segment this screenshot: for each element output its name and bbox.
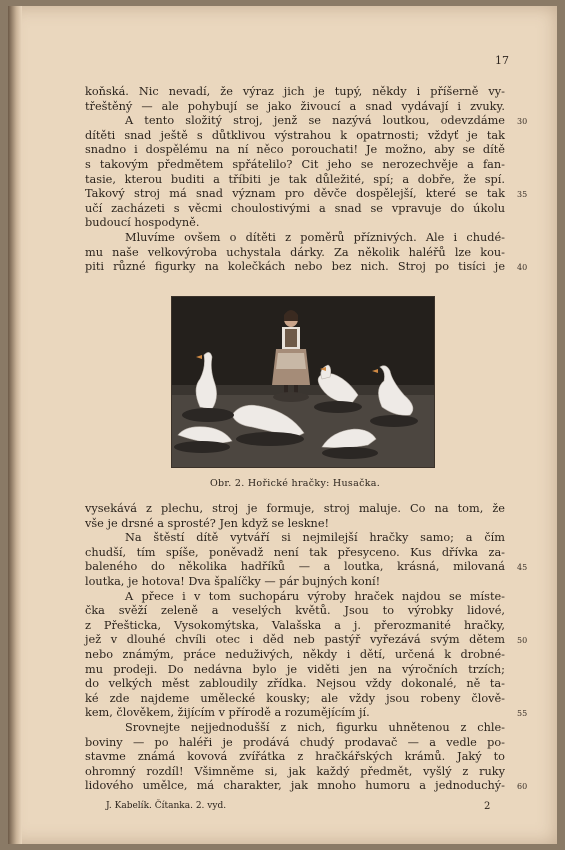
goose-girl-photo (172, 297, 434, 467)
text-line: loutka, je hotova! Dva špalíčky — pár bujných koní! (85, 574, 381, 588)
text-line: budoucí hospodyně. (85, 216, 200, 230)
text-line: ké zde najdeme umělecké kousky; ale vždy jsou robeny člově- (85, 691, 505, 705)
text-line: lidového umělce, má charakter, jak mnoho humoru a jednoduchý- (85, 779, 505, 793)
text-line: s takovým předmětem spřátelilo? Cit jeho se nerozechvěje a fan- (85, 157, 505, 171)
figure-caption: Obr. 2. Hořické hračky: Husačka. (209, 478, 381, 489)
text-line: Srovnejte nejjednodušší z nich, figurku uhnětenou z chle- (125, 720, 505, 734)
text-line: Na štěstí dítě vytváří si nejmilejší hračky samo; a čím (125, 531, 505, 545)
text-line: Takový stroj má snad význam pro děvče dospělejší, které se tak (85, 187, 505, 201)
text-line: vysekává z plechu, stroj je formuje, stroj maluje. Co na tom, že (85, 502, 505, 515)
text-line: dítěti snad ještě s důtklivou výstrahou k opatrnosti; vždyť je tak (85, 128, 505, 142)
text-line: Mluvíme ovšem o dítěti z poměrů příznivých. Ale i chudé- (125, 230, 505, 244)
text-line: třeštěný — ale pohybují se jako živoucí a snad vydávají i zvuky. (85, 99, 505, 113)
line-number: 35 (517, 190, 528, 200)
footer-source: J. Kabelík. Čítanka. 2. vyd. (106, 801, 227, 811)
text-line: mu prodeji. Do nedávna bylo je viděti jen na výročních trzích; (85, 662, 505, 676)
page-footer (106, 801, 506, 811)
line-number: 30 (517, 117, 528, 127)
text-line: mu naše velkovýroba uchystala dárky. Za několik haléřů lze kou- (85, 245, 505, 259)
text-line: A přece i v tom suchopáru výroby hraček najdou se míste- (125, 589, 505, 603)
text-line: nebo známým, práce neduživých, někdy i dětí, určená k drobné- (85, 647, 505, 661)
text-line: ohromný rozdíl! Všimněme si, jak každý předmět, vyšlý z ruky (85, 764, 505, 778)
page-spine (8, 6, 22, 844)
line-number: 45 (517, 563, 528, 573)
page-number: 17 (495, 54, 509, 67)
text-line: vše je drsné a sprosté? Jen když se leskne! (85, 516, 330, 530)
text-line: učí zacházeti s věcmi choulostivými a snad se vpravuje do úkolu (85, 201, 505, 215)
line-number: 55 (517, 709, 528, 719)
text-line: boviny — po haléři je prodává chudý prodavač — a vedle po- (85, 735, 505, 749)
text-line: jež v dlouhé chvíli otec i děd neb pastýř vyřezává svým dětem (85, 633, 505, 647)
text-line: piti různé figurky na kolečkách nebo bez nich. Stroj po tisíci je (85, 260, 505, 274)
text-line: kem, člověkem, žijícím v přírodě a rozumějícím jí. (85, 706, 370, 720)
line-number: 40 (517, 263, 528, 273)
text-block-top (85, 85, 528, 275)
text-line: z Přešticka, Vysokomýtska, Valašska a j. přerozmanité hračky, (85, 618, 505, 632)
line-number: 60 (517, 782, 528, 792)
text-line: tasie, kterou buditi a tříbiti je tak důležité, spí; a dobře, že spí. (85, 172, 505, 186)
line-number: 50 (517, 636, 528, 646)
text-line: snadno i dospělému na ní něco porouchati! Je možno, aby se dítě (85, 143, 505, 157)
text-block-bottom (85, 502, 528, 794)
book-page (8, 6, 557, 844)
text-line: do velkých měst zabloudily zřídka. Nejsou vždy dokonalé, ně ta- (85, 677, 505, 691)
text-line: koňská. Nic nevadí, že výraz jich je tupý, někdy i příšerně vy- (85, 85, 505, 98)
text-line: čka svěží zeleně a veselých květů. Jsou to výrobky lidové, (85, 604, 505, 618)
text-line: stavme známá kovová zvířátka z hračkářských krámů. Jaký to (85, 750, 505, 764)
text-line: baleného do několika hadříků — a loutka, krásná, milovaná (85, 560, 505, 574)
text-line: A tento složitý stroj, jenž se nazývá loutkou, odevzdáme (125, 114, 505, 128)
text-line: chudší, tím spíše, poněvadž není tak přesyceno. Kus dřívka za- (85, 545, 505, 559)
figure-illustration (171, 296, 435, 468)
signature-mark: 2 (484, 801, 491, 812)
